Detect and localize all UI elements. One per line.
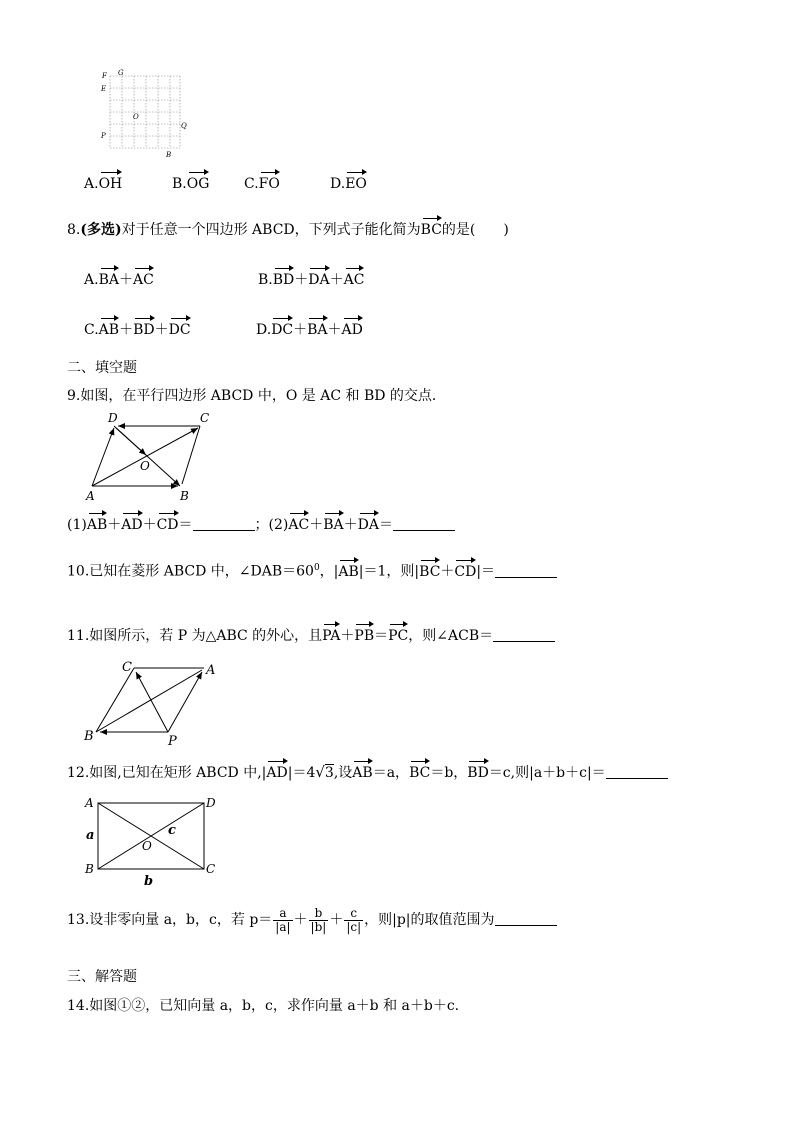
q14-stem: 14.如图①②，已知向量 a，b，c，求作向量 a＋b 和 a＋b＋c. <box>67 998 460 1014</box>
q11-label-p: P <box>168 734 177 748</box>
q7-option-d[interactable]: D.EO <box>330 176 367 192</box>
q12-label-vec-c: c <box>168 823 176 838</box>
q7-label-q: Q <box>181 122 187 130</box>
q8-option-d[interactable]: D.DC＋BA＋AD <box>256 322 363 338</box>
q7-label-p: P <box>101 132 106 140</box>
q7-label-o: O <box>133 113 139 121</box>
q7-option-b[interactable]: B.OG <box>172 176 210 192</box>
q7-label-f: F <box>102 72 107 80</box>
q13-frac-a: $\frac{a}{|a|}$ <box>275 905 291 934</box>
q9-label-a: A <box>86 489 95 503</box>
q12-label-o: O <box>142 839 152 853</box>
q12-label-c-vertex: C <box>206 862 216 876</box>
q7-label-e: E <box>101 85 107 93</box>
q9-label-b: B <box>180 489 189 503</box>
q9-label-c: C <box>200 411 210 425</box>
q12-label-vec-b: b <box>144 874 154 889</box>
q8-option-a[interactable]: A.BA＋AC <box>84 272 154 288</box>
q7-option-a[interactable]: A.OH <box>84 176 123 192</box>
q12-rectangle-figure <box>82 793 222 891</box>
q12-blank[interactable] <box>606 764 668 779</box>
q9-answers: (1)AB＋AD＋CD＝ ；(2)AC＋BA＋DA＝ <box>67 516 455 534</box>
q8-option-c[interactable]: C.AB＋BD＋DC <box>84 322 191 338</box>
q12-label-vec-a: a <box>86 828 95 843</box>
q8-option-b[interactable]: B.BD＋DA＋AC <box>258 272 365 288</box>
q11-stem: 11.如图所示，若 P 为△ABC 的外心，且PA＋PB＝PC，则∠ACB＝ <box>67 627 555 645</box>
q8-stem: 8.(多选)对于任意一个四边形 ABCD，下列式子能化简为BC的是( ) <box>67 222 509 238</box>
q9-blank-2[interactable] <box>393 516 455 531</box>
q13-stem: 13.设非零向量 a，b，c，若 p＝ $\frac{a}{|a|}$ ＋ $\frac{b}{|b|}$ ＋ $\frac{c}{|c|}$ ，则|p|的取值范围为 <box>67 904 557 936</box>
q13-frac-b: $\frac{b}{|b|}$ <box>310 905 327 934</box>
q12-label-a-vertex: A <box>85 796 94 810</box>
q9-blank-1[interactable] <box>193 516 255 531</box>
q13-blank[interactable] <box>495 911 557 926</box>
q7-option-c[interactable]: C.FO <box>244 176 280 192</box>
section-fill-in-title: 二、填空题 <box>67 360 137 376</box>
q9-stem: 9.如图，在平行四边形 ABCD 中，O 是 AC 和 BD 的交点． <box>67 388 446 404</box>
q11-label-c: C <box>122 660 132 675</box>
q9-label-o: O <box>140 459 150 473</box>
q12-stem: 12.如图,已知在矩形 ABCD 中,|AD|＝4√3,设AB＝a，BC＝b，BD＝c,则|a＋b＋c|＝ <box>67 763 668 782</box>
q12-label-d: D <box>206 796 216 810</box>
q11-triangle-figure <box>82 656 224 748</box>
q11-blank[interactable] <box>493 627 555 642</box>
q12-label-b-vertex: B <box>85 862 94 876</box>
q9-label-d: D <box>108 411 118 425</box>
section-answer-title: 三、解答题 <box>67 969 137 985</box>
q9-parallelogram-figure <box>82 408 222 504</box>
q11-label-a: A <box>206 663 216 678</box>
q10-blank[interactable] <box>495 563 557 578</box>
q10-stem: 10.已知在菱形 ABCD 中，$\angle DAB=60^0$，|AB|＝1，则|BC＋CD|＝ <box>67 559 557 581</box>
q11-label-b: B <box>84 729 94 744</box>
q7-grid-figure <box>98 66 194 160</box>
q13-frac-c: $\frac{c}{|c|}$ <box>346 905 362 934</box>
q7-label-g: G <box>118 69 124 77</box>
q7-label-b: B <box>166 151 172 159</box>
